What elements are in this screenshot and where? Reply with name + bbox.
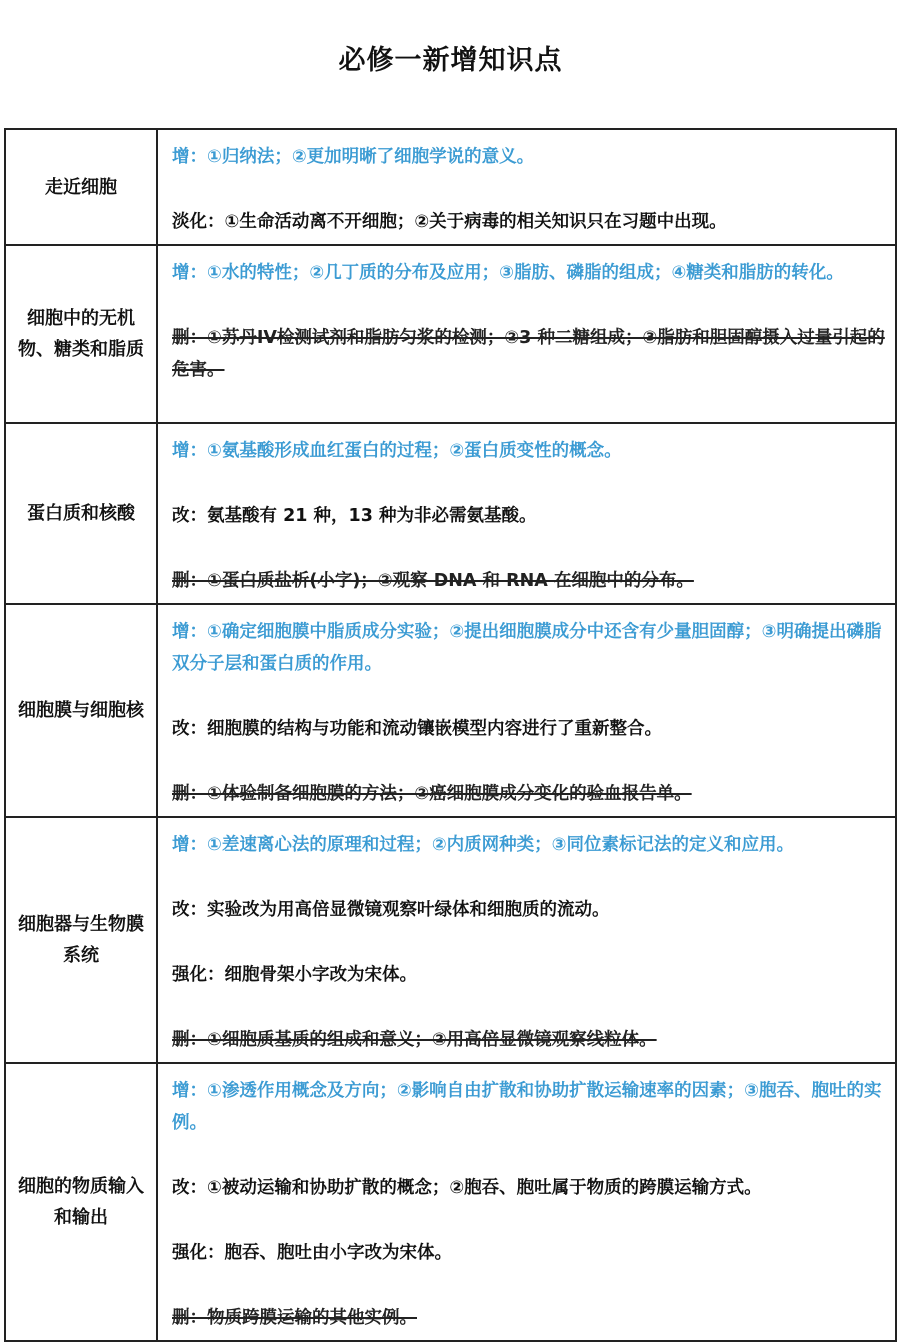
topic-cell: 细胞中的无机物、糖类和脂质: [5, 245, 157, 423]
table-row: [5, 129, 896, 245]
entry-add: 增：①归纳法；②更加明晰了细胞学说的意义。: [172, 147, 535, 167]
topic-cell: 细胞器与生物膜系统: [5, 817, 157, 1063]
detail-cell: [157, 1063, 896, 1341]
table-row: [5, 604, 896, 817]
entry-add: 增：①差速离心法的原理和过程；②内质网种类；③同位素标记法的定义和应用。: [172, 835, 794, 855]
topic-cell: 蛋白质和核酸: [5, 423, 157, 604]
entry-strengthen: 强化：胞吞、胞吐由小字改为宋体。: [172, 1243, 452, 1263]
entry-delete: 删：①体验制备细胞膜的方法；②癌细胞膜成分变化的验血报告单。: [172, 784, 692, 804]
detail-cell: [157, 245, 896, 423]
entry-strengthen: 强化：细胞骨架小字改为宋体。: [172, 965, 417, 985]
entry-fade: 淡化：①生命活动离不开细胞；②关于病毒的相关知识只在习题中出现。: [172, 212, 727, 232]
detail-cell: [157, 129, 896, 245]
detail-cell: [157, 604, 896, 817]
knowledge-table: [4, 128, 897, 1342]
topic-cell: 走近细胞: [5, 129, 157, 245]
entry-delete: 删：物质跨膜运输的其他实例。: [172, 1308, 417, 1328]
entry-change: 改：实验改为用高倍显微镜观察叶绿体和细胞质的流动。: [172, 900, 610, 920]
entry-add: 增：①渗透作用概念及方向；②影响自由扩散和协助扩散运输速率的因素；③胞吞、胞吐的实例。: [172, 1081, 882, 1133]
topic-cell: 细胞的物质输入和输出: [5, 1063, 157, 1341]
entry-delete: 删：①蛋白质盐析(小字)；②观察 DNA 和 RNA 在细胞中的分布。: [172, 571, 694, 591]
topic-cell: 细胞膜与细胞核: [5, 604, 157, 817]
entry-add: 增：①确定细胞膜中脂质成分实验；②提出细胞膜成分中还含有少量胆固醇；③明确提出磷脂双分子层和蛋白质的作用。: [172, 622, 882, 674]
entry-delete: 删：①细胞质基质的组成和意义；②用高倍显微镜观察线粒体。: [172, 1030, 657, 1050]
entry-add: 增：①水的特性；②几丁质的分布及应用；③脂肪、磷脂的组成；④糖类和脂肪的转化。: [172, 263, 844, 283]
entry-change: 改：细胞膜的结构与功能和流动镶嵌模型内容进行了重新整合。: [172, 719, 662, 739]
table-row: [5, 245, 896, 423]
entry-delete: 删：①苏丹IV检测试剂和脂肪匀浆的检测；②3 种二糖组成；③脂肪和胆固醇摄入过量引起的危害。: [172, 328, 885, 380]
page-title: 必修一新增知识点: [338, 45, 563, 76]
table-row: [5, 1063, 896, 1341]
detail-cell: [157, 817, 896, 1063]
entry-add: 增：①氨基酸形成血红蛋白的过程；②蛋白质变性的概念。: [172, 441, 622, 461]
table-row: [5, 817, 896, 1063]
entry-change: 改：氨基酸有 21 种，13 种为非必需氨基酸。: [172, 506, 537, 526]
entry-change: 改：①被动运输和协助扩散的概念；②胞吞、胞吐属于物质的跨膜运输方式。: [172, 1178, 762, 1198]
detail-cell: [157, 423, 896, 604]
table-row: [5, 423, 896, 604]
